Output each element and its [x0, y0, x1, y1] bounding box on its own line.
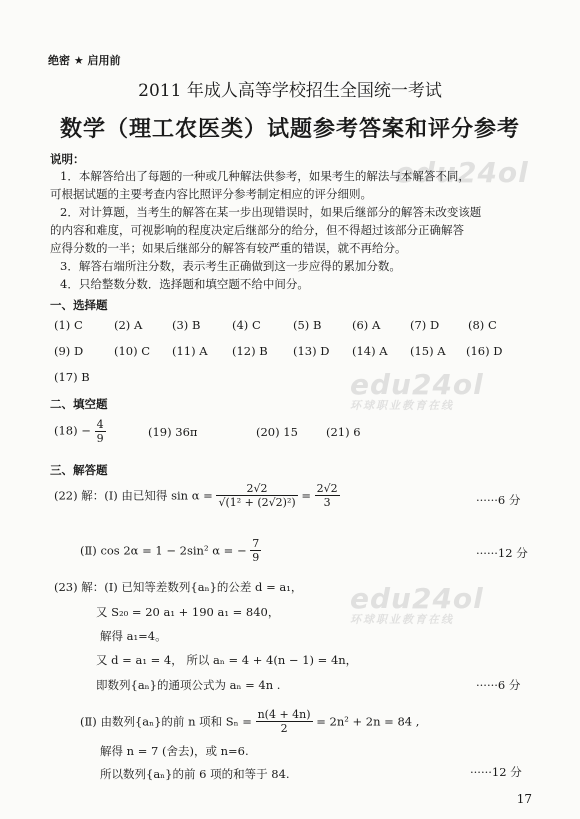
- q23-part2: [80, 708, 419, 735]
- note-line: 可根据试题的主要考查内容比照评分参考制定相应的评分细则。: [50, 187, 372, 201]
- fill-answer-18: [54, 418, 106, 445]
- choice-answer: (1) C: [54, 318, 83, 332]
- section-heading: 一、选择题: [50, 298, 108, 312]
- watermark: [350, 368, 484, 413]
- note-line: 2．对计算题，当考生的解答在某一步出现错误时，如果后继部分的解答未改变该题: [60, 205, 482, 219]
- q22-part1-text: (22) 解：(Ⅰ) 由已知得 sin α =: [54, 488, 213, 503]
- choice-answer: (2) A: [114, 318, 143, 332]
- fraction-denominator: 3: [323, 496, 331, 509]
- choice-answer: (5) B: [293, 318, 322, 332]
- fraction-denominator: √(1² + (2√2)²): [218, 496, 296, 509]
- choice-answer: (8) C: [468, 318, 497, 332]
- fill-answer-19: (19) 36π: [148, 425, 198, 439]
- watermark-logo: edu24ol: [350, 582, 484, 615]
- q23-line: (23) 解：(Ⅰ) 已知等差数列{aₙ}的公差 d = a₁，: [54, 580, 303, 594]
- choice-answer: (9) D: [54, 344, 84, 358]
- q23-line: 所以数列{aₙ}的前 6 项的和等于 84.: [100, 767, 290, 781]
- fraction: [216, 482, 297, 509]
- question-label: (18): [54, 423, 78, 438]
- fraction-numerator: 7: [252, 537, 260, 550]
- fraction-denominator: 9: [252, 551, 260, 564]
- q22-part2: [80, 537, 261, 564]
- fraction-denominator: 9: [96, 432, 104, 445]
- q23-part2-rest: = 2n² + 2n = 84 ,: [316, 714, 420, 729]
- q23-line: 又 S₂₀ = 20 a₁ + 190 a₁ = 840，: [96, 605, 280, 619]
- watermark-cn: 环球职业教育在线: [350, 399, 454, 412]
- fraction: [250, 537, 261, 564]
- page-number: 17: [516, 792, 532, 806]
- q23-line: 又 d = a₁ = 4， 所以 aₙ = 4 + 4(n − 1) = 4n，: [96, 653, 358, 667]
- equals-sign: =: [301, 488, 311, 503]
- section-heading: 三、解答题: [50, 463, 108, 477]
- fraction-denominator: 2: [280, 722, 288, 735]
- q23-line: 解得 n = 7 (舍去)，或 n=6.: [100, 744, 249, 758]
- notes-heading: 说明：: [50, 152, 85, 166]
- score-mark: ······6 分: [476, 493, 521, 507]
- choice-answer: (14) A: [352, 344, 388, 358]
- watermark-logo: edu24ol: [350, 368, 484, 401]
- q22-part1: [54, 482, 340, 509]
- fraction: [256, 708, 313, 735]
- fill-answer-20: (20) 15: [256, 425, 298, 439]
- section-heading: 二、填空题: [50, 397, 108, 411]
- choice-answer: (11) A: [172, 344, 208, 358]
- score-mark: ······12 分: [470, 765, 522, 779]
- choice-answer: (3) B: [172, 318, 201, 332]
- fraction: [95, 418, 106, 445]
- fill-answer-21: (21) 6: [326, 425, 361, 439]
- q23-line: 即数列{aₙ}的通项公式为 aₙ = 4n .: [96, 678, 281, 692]
- q23-line: 解得 a₁=4。: [100, 629, 167, 643]
- confidential-label: 绝密 ★ 启用前: [48, 54, 121, 67]
- choice-answer: (15) A: [410, 344, 446, 358]
- choice-answer: (12) B: [232, 344, 268, 358]
- exam-title: 2011 年成人高等学校招生全国统一考试: [138, 81, 442, 101]
- note-line: 4．只给整数分数．选择题和填空题不给中间分。: [60, 277, 309, 291]
- fraction-numerator: n(4 + 4n): [257, 708, 311, 721]
- choice-answer: (6) A: [352, 318, 381, 332]
- choice-answer: (13) D: [293, 344, 330, 358]
- watermark-logo: edu24ol: [395, 156, 529, 189]
- note-line: 1．本解答给出了每题的一种或几种解法供参考，如果考生的解法与本解答不同，: [60, 169, 470, 183]
- fraction-numerator: 2√2: [216, 482, 297, 496]
- q23-part2-text: (Ⅱ) 由数列{aₙ}的前 n 项和 Sₙ =: [80, 714, 252, 729]
- fraction-numerator: 4: [96, 418, 104, 431]
- choice-answer: (4) C: [232, 318, 261, 332]
- note-line: 3．解答右端所注分数，表示考生正确做到这一步应得的累加分数。: [60, 259, 401, 273]
- fraction: [315, 482, 340, 509]
- score-mark: ······12 分: [476, 546, 528, 560]
- choice-answer: (17) B: [54, 370, 90, 384]
- watermark: [350, 582, 484, 627]
- q22-part2-text: (Ⅱ) cos 2α = 1 − 2sin² α = −: [80, 543, 247, 558]
- choice-answer: (10) C: [114, 344, 151, 358]
- note-line: 应得分数的一半；如果后继部分的解答有较严重的错误，就不再给分。: [50, 241, 407, 255]
- note-line: 的内容和难度，可视影响的程度决定后继部分的给分，但不得超过该部分正确解答: [50, 223, 464, 237]
- score-mark: ······6 分: [476, 678, 521, 692]
- fraction-numerator: 2√2: [316, 482, 338, 495]
- choice-answer: (7) D: [410, 318, 440, 332]
- choice-answer: (16) D: [466, 344, 503, 358]
- answer-key-title: 数学（理工农医类）试题参考答案和评分参考: [59, 117, 520, 142]
- minus-sign: −: [81, 423, 91, 438]
- watermark-cn: 环球职业教育在线: [350, 613, 454, 626]
